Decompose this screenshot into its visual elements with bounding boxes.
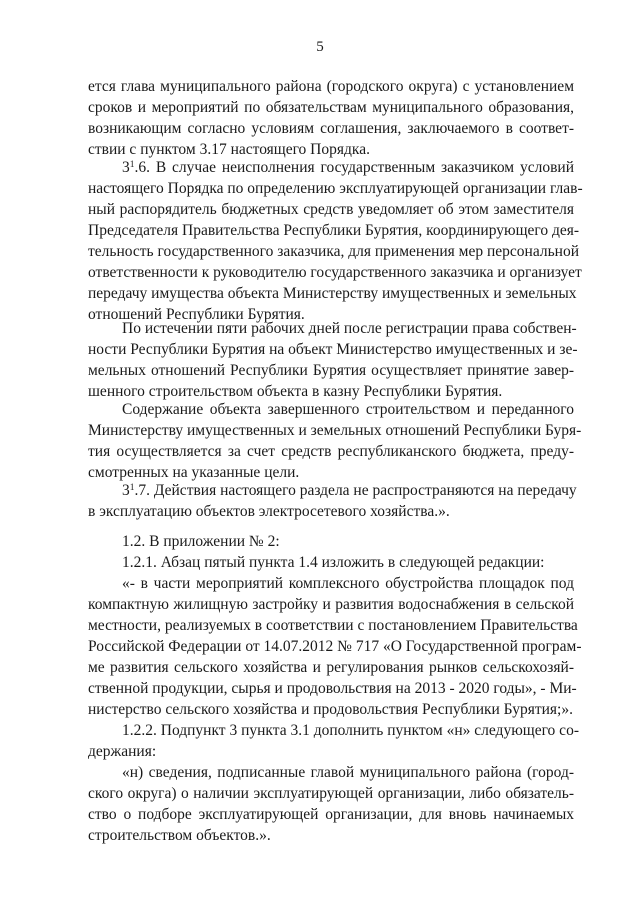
text-line: возникающим согласно условиям соглашения, заключаемого в соответ- bbox=[88, 120, 574, 137]
text-line: передачу имущества объекта Министерству имущественных и земельных bbox=[88, 285, 577, 302]
paragraph-1-2 bbox=[88, 531, 574, 552]
text-line: компактную жилищную застройку и развития водоснабжения в сельской bbox=[88, 596, 574, 613]
paragraph-quoted-amendment bbox=[88, 573, 582, 720]
text-line: в эксплуатацию объектов электросетевого хозяйства.». bbox=[88, 503, 450, 520]
text-line: Министерству имущественных и земельных отношений Республики Буря- bbox=[88, 422, 582, 439]
text-line: мельных отношений Республики Бурятия осуществляет принятие завер- bbox=[88, 362, 574, 379]
text-line: ный распорядитель бюджетных средств уведомляет об этом заместителя bbox=[88, 201, 574, 218]
text-line: сроков и мероприятий по обязательствам муниципального образования, bbox=[88, 99, 574, 116]
text-line: $3^1.7$. Действия настоящего раздела не распространяются на передачу bbox=[122, 482, 577, 499]
text-line: настоящего Порядка по определению эксплуатирующей организации глав- bbox=[88, 180, 583, 197]
text-line: $3^1.6$. В случае неисполнения государственным заказчиком условий bbox=[122, 159, 574, 176]
text-line: смотренных на указанные цели. bbox=[88, 464, 300, 481]
text-line: отношений Республики Бурятия. bbox=[88, 306, 305, 323]
clause-superscript: 1 bbox=[129, 483, 135, 493]
text-line: держания: bbox=[88, 743, 157, 760]
paragraph-3-1-6 bbox=[88, 157, 583, 325]
page-number: 5 bbox=[316, 39, 324, 55]
paragraph-ownership bbox=[88, 318, 578, 402]
paragraph-continuation bbox=[88, 76, 574, 160]
text-line: ственной продукции, сырья и продовольствия на 2013 - 2020 годы», - Ми- bbox=[88, 680, 577, 697]
clause-number: 3 bbox=[122, 159, 130, 176]
text-line: «- в части мероприятий комплексного обустройства площадок под bbox=[122, 575, 574, 592]
text-line: Российской Федерации от 14.07.2012 № 717 «О Государственной програм- bbox=[88, 638, 582, 655]
text-line: 1.2. В приложении № 2: bbox=[122, 533, 280, 550]
paragraph-maintenance bbox=[88, 399, 582, 483]
clause-superscript: 1 bbox=[129, 160, 135, 170]
text-line: нистерство сельского хозяйства и продовольствия Республики Бурятия;». bbox=[88, 701, 573, 718]
text-line: ствии с пунктом 3.17 настоящего Порядка. bbox=[88, 141, 370, 158]
text-line: строительством объектов.». bbox=[88, 827, 271, 844]
text-line: тельность государственного заказчика, для применения мер персональной bbox=[88, 243, 580, 260]
text-line: ство о подборе эксплуатирующей организации, для вновь начинаемых bbox=[88, 806, 574, 823]
paragraph-subitem-n bbox=[88, 762, 574, 846]
text-line: «н) сведения, подписанные главой муниципального района (город- bbox=[122, 764, 574, 781]
text-line: ется глава муниципального района (городского округа) с установлением bbox=[88, 78, 574, 95]
text-line: По истечении пяти рабочих дней после регистрации права собствен- bbox=[122, 320, 577, 337]
text-line: 1.2.1. Абзац пятый пункта 1.4 изложить в следующей редакции: bbox=[122, 554, 545, 571]
text-line: местности, реализуемых в соответствии с постановлением Правительства bbox=[88, 617, 578, 634]
text-line: Председателя Правительства Республики Бурятия, координирующего дея- bbox=[88, 222, 580, 239]
text-line: ского округа) о наличии эксплуатирующей организации, либо обязатель- bbox=[88, 785, 574, 802]
text-line: тия осуществляется за счет средств республиканского бюджета, преду- bbox=[88, 443, 574, 460]
text-line: Содержание объекта завершенного строительством и переданного bbox=[122, 401, 574, 418]
paragraph-1-2-2 bbox=[88, 720, 579, 762]
text-line: ности Республики Бурятия на объект Министерство имущественных и зе- bbox=[88, 341, 578, 358]
clause-number: 3 bbox=[122, 482, 130, 499]
text-line: ме развития сельского хозяйства и регулирования рынков сельскохозяй- bbox=[88, 659, 574, 676]
paragraph-1-2-1 bbox=[88, 552, 574, 573]
text-line: ответственности к руководителю государственного заказчика и организует bbox=[88, 264, 582, 281]
text-line: 1.2.2. Подпункт 3 пункта 3.1 дополнить пунктом «н» следующего со- bbox=[122, 722, 579, 739]
text-line: шенного строительством объекта в казну Республики Бурятия. bbox=[88, 383, 503, 400]
paragraph-3-1-7 bbox=[88, 480, 577, 522]
